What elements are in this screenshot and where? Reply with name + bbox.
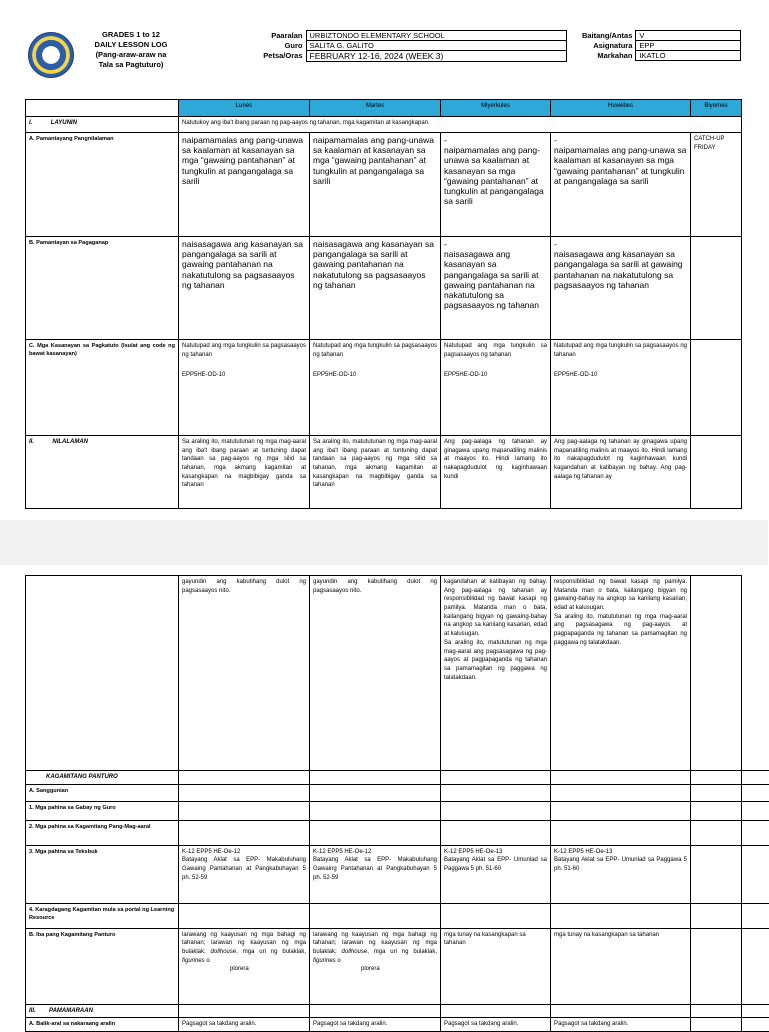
kasanayan-text: Natutupad ang mga tungkulin sa pagsasaayos ng tahanan	[444, 343, 547, 358]
balik-aral-row	[26, 1018, 769, 1032]
cell-nilalaman-biyernes	[691, 436, 742, 509]
gabay-guro-row	[26, 801, 769, 820]
kasanayan-text: Natutupad ang mga tungkulin sa pagsasaayos ng tahanan	[182, 343, 306, 358]
kagamitan-text: larawang ng kaayusan ng mga bahagi ng tahanan; larawan ng kaayusan ng mga bulaklak;	[182, 931, 306, 956]
kagamitan-text: larawang ng kaayusan ng mga bahagi ng tahanan; larawan ng kaayusan ng mga bulaklak;	[313, 931, 437, 956]
cell-c-huwebes	[551, 340, 691, 436]
pamantayang-pangnilalaman-row	[26, 133, 742, 237]
empty-cell	[551, 1004, 691, 1018]
cell-b-biyernes	[691, 237, 742, 340]
cell-a-lunes: naipamamalas ang pang-unawa sa kaalaman at kasanayan sa mga “gawaing pantahanan” at tungkulin at pangangalaga sa sarili	[179, 133, 310, 237]
cell-balik-martes: Pagsagot sa takdang aralin.	[310, 1018, 441, 1032]
cell-nilalaman-miyerkules: Ang pag-aalaga ng tahanan ay ginagawa upang mapanatiling malinis at maayos ito. Hindi lamang ito nakapagdudulot ng kaginhawaan kundi	[441, 436, 551, 509]
cell-nilalaman-martes-cont: gayundin ang kabutihang dulot ng pagsasaayos nito.	[310, 576, 441, 771]
iba-pang-kagamitan-label: B. Iba pang Kagamitang Panturo	[26, 928, 179, 1004]
school-value: URBIZTONDO ELEMENTARY SCHOOL	[306, 31, 566, 41]
empty-cell	[551, 771, 691, 785]
cell-iba-lunes	[179, 928, 310, 1004]
layunin-text: Natutukoy ang iba't ibang paraan ng pag-aayos ng tahanan, mga kagamitan at kasangkapan.	[179, 117, 742, 133]
kagamitan-text: o	[335, 957, 341, 964]
empty-cell	[691, 801, 742, 820]
document-header	[24, 30, 741, 105]
subject-value: EPP	[636, 41, 741, 51]
day-header-lunes: Lunes	[179, 100, 310, 117]
empty-cell	[441, 801, 551, 820]
nilalaman-row	[26, 436, 742, 509]
cell-iba-miyerkules: mga tunay na kasangkapan sa tahanan	[441, 928, 551, 1004]
cell-nilalaman-lunes: Sa araling ito, matututunan ng mga mag-aaral ang iba't ibang paraan at tuntuning dapat tandaan sa pag-aayos ng mga silid sa tahanan, mga akmang kagamitan at kasangkapan na magbibigay ganda sa tahanan	[179, 436, 310, 509]
day-header-biyernes: Biyernes	[691, 100, 742, 117]
kagamitan-text: figurines	[313, 957, 336, 964]
day-header-row	[26, 100, 742, 117]
empty-cell	[310, 820, 441, 845]
day-header-martes: Martes	[310, 100, 441, 117]
gabay-guro-label: 1. Mga pahina sa Gabay ng Guro	[26, 801, 179, 820]
empty-cell	[742, 1004, 769, 1018]
empty-cell	[742, 928, 769, 1004]
empty-cell	[441, 771, 551, 785]
cell-b-martes: naisasagawa ang kasanayan sa pangangalaga sa sarili at gawaing pantahanan na nakatutulong sa pagsasaayos ng tahanan	[310, 237, 441, 340]
date-label: Petsa/Oras	[263, 50, 303, 60]
dll-title-line: (Pang-araw-araw na	[95, 50, 167, 59]
cell-teksbuk-martes: K-12 EPP5 HE-Oe-12 Batayang Aklat sa EPP- Makabuluhang Gawaing Pantahanan at Pangkabuhayan 5 ph. 52-59	[310, 845, 441, 903]
empty-cell	[742, 903, 769, 928]
pamamaraan-row	[26, 1004, 769, 1018]
empty-cell	[441, 1004, 551, 1018]
cell-nilalaman-huwebes-cont	[551, 576, 691, 771]
teksbuk-label: 3. Mga pahina sa Teksbuk	[26, 845, 179, 903]
karagdagang-kagamitan-row	[26, 903, 769, 928]
empty-cell	[441, 903, 551, 928]
kagamitan-text: dollhouse	[210, 949, 237, 956]
kagamitan-label: KAGAMITANG PANTURO	[26, 771, 179, 785]
cell-nilalaman-martes: Sa araling ito, matututunan ng mga mag-aaral ang iba't ibang paraan at tuntuning dapat tandaan sa pag-aayos ng mga silid sa tahanan, mga akmang kagamitan at kasangkapan na magbibigay ganda sa tahanan	[310, 436, 441, 509]
cell-a-miyerkules: - naipamamalas ang pang-unawa sa kaalaman at kasanayan sa mga “gawaing pantahanan” at tungkulin at pangangalaga sa sarili	[441, 133, 551, 237]
kagamitang-mag-aaral-row	[26, 820, 769, 845]
quarter-label: Markahan	[597, 50, 633, 60]
pamamaraan-number: III.	[29, 1007, 36, 1014]
kagamitan-text: figurines	[182, 957, 205, 964]
class-info-table	[564, 30, 741, 61]
empty-cell	[310, 903, 441, 928]
sanggunian-label: A. Sanggunian	[26, 784, 179, 801]
kasanayan-text: Natutupad ang mga tungkulin sa pagsasaayos ng tahanan	[313, 343, 437, 358]
nilalaman-number: II.	[29, 439, 35, 445]
teacher-label: Guro	[284, 40, 303, 50]
balik-aral-label: A. Balik-aral sa nakaraang aralin	[26, 1018, 179, 1032]
subject-label: Asignatura	[593, 40, 633, 50]
nilalaman-paragraph: Sa araling ito, matututunan ng mga mag-aaral ang pagsasagawa ng pag-aayos at pagpapaganda ng tahanan sa pamamagitan ng paggawa ng talatakdaan.	[444, 639, 547, 681]
kagamitan-text: , mga uri ng bulaklak,	[367, 949, 438, 956]
page-two	[0, 565, 768, 1028]
cell-b-huwebes: - naisasagawa ang kasanayan sa pangangalaga sa sarili at gawaing pantahanan na nakatutulong sa pagsasaayos ng tahanan	[551, 237, 691, 340]
empty-label-cell	[26, 576, 179, 771]
empty-cell	[179, 801, 310, 820]
empty-cell	[551, 801, 691, 820]
cell-nilalaman-lunes-cont: gayundin ang kabutihang dulot ng pagsasaayos nito.	[179, 576, 310, 771]
date-value: FEBRUARY 12-16, 2024 (WEEK 3)	[306, 51, 566, 62]
empty-cell	[742, 576, 769, 771]
empty-cell	[742, 1018, 769, 1032]
kagamitan-text: plorera	[230, 966, 249, 973]
lesson-log-table-page-2	[25, 575, 769, 1032]
page-gap	[0, 520, 768, 565]
cell-balik-lunes: Pagsagot sa takdang aralin.	[179, 1018, 310, 1032]
cell-nilalaman-miyerkules-cont	[441, 576, 551, 771]
nilalaman-paragraph: Sa araling ito, matututunan ng mga mag-aaral ang pagsasagawa ng pag-aayos at pagpapaganda ng tahanan sa pamamagitan ng paggawa ng talatakdaan.	[554, 613, 687, 646]
empty-cell	[691, 820, 742, 845]
layunin-label: LAYUNIN	[50, 120, 77, 126]
nilalaman-paragraph: responsibilidad ng bawat kasapi ng pamilya. Matanda man o bata, kailangang bigyan ng gawaing-bahay na angkop sa kanilang kasarian, edad at kalusugan.	[554, 579, 687, 612]
iba-pang-kagamitan-row	[26, 928, 769, 1004]
row-label-pangnilalaman: A. Pamantayang Pangnilalaman	[26, 133, 179, 237]
kasanayan-code: EPP5HE-OD-10	[182, 372, 226, 379]
empty-cell	[742, 784, 769, 801]
empty-cell	[179, 903, 310, 928]
sanggunian-row	[26, 784, 769, 801]
empty-cell	[691, 1018, 742, 1032]
cell-a-martes: naipamamalas ang pang-unawa sa kaalaman at kasanayan sa mga “gawaing pantahanan” at tungkulin at pangangalaga sa sarili	[310, 133, 441, 237]
kasanayan-code: EPP5HE-OD-10	[554, 372, 598, 379]
empty-cell	[310, 771, 441, 785]
grade-label: Baitang/Antas	[581, 30, 633, 40]
kasanayan-code: EPP5HE-OD-10	[444, 372, 488, 379]
empty-cell	[691, 771, 742, 785]
empty-cell	[551, 820, 691, 845]
nilalaman-label: NILALAMAN	[52, 439, 89, 445]
layunin-row	[26, 117, 742, 133]
cell-balik-huwebes: Pagsagot sa takdang aralin.	[551, 1018, 691, 1032]
cell-c-miyerkules	[441, 340, 551, 436]
day-header-miyerkules: Miyerkules	[441, 100, 551, 117]
kagamitan-header-row	[26, 771, 769, 785]
dll-title-line: DAILY LESSON LOG	[94, 40, 168, 49]
empty-cell	[310, 784, 441, 801]
cell-c-lunes	[179, 340, 310, 436]
empty-cell	[742, 820, 769, 845]
nilalaman-paragraph: kagandahan at katibayan ng bahay. Ang pag-aalaga ng tahanan ay responsibilidad ng bawat kasapi ng pamilya. Matanda man o bata, kailangang bigyan ng gawaing-bahay na angkop sa kanilang kasarian, edad at kalusugan.	[444, 579, 547, 638]
teacher-value: SALITA G. GALITO	[306, 41, 566, 51]
quarter-value: IKATLO	[636, 51, 741, 61]
empty-cell	[179, 784, 310, 801]
kasanayan-row	[26, 340, 742, 436]
cell-b-lunes: naisasagawa ang kasanayan sa pangangalaga sa sarili at gawaing pantahanan na nakatutulong sa pagsasaayos ng tahanan	[179, 237, 310, 340]
pamamaraan-label: PAMAMARAAN	[49, 1007, 93, 1014]
kagamitan-text: plorera	[361, 966, 380, 973]
empty-cell	[441, 784, 551, 801]
empty-cell	[691, 845, 742, 903]
layunin-number: I.	[29, 120, 33, 126]
kagamitan-text: , mga uri ng bulaklak,	[236, 949, 307, 956]
school-info-table	[184, 30, 567, 62]
cell-iba-huwebes: mga tunay na kasangkapan sa tahanan	[551, 928, 691, 1004]
empty-cell	[551, 784, 691, 801]
empty-corner-cell	[26, 100, 179, 117]
empty-cell	[691, 1004, 742, 1018]
empty-cell	[310, 1004, 441, 1018]
layunin-label-cell	[26, 117, 179, 133]
kasanayan-text: Natutupad ang mga tungkulin sa pagsasaayos ng tahanan	[554, 343, 687, 358]
empty-cell	[691, 928, 742, 1004]
empty-cell	[441, 820, 551, 845]
empty-cell	[691, 903, 742, 928]
kagamitan-text: o	[204, 957, 210, 964]
cell-c-biyernes	[691, 340, 742, 436]
lesson-log-table-page-1	[25, 99, 742, 509]
empty-cell	[551, 903, 691, 928]
empty-cell	[179, 1004, 310, 1018]
pamantayan-sa-pagaganap-row	[26, 237, 742, 340]
teksbuk-row	[26, 845, 769, 903]
empty-cell	[742, 801, 769, 820]
dll-title	[76, 30, 186, 70]
day-header-huwebes: Huwebes	[551, 100, 691, 117]
kagamitang-mag-aaral-label: 2. Mga pahina sa Kagamitang Pang-Mag-aaral	[26, 820, 179, 845]
empty-cell	[179, 820, 310, 845]
empty-cell	[742, 845, 769, 903]
kasanayan-code: EPP5HE-OD-10	[313, 372, 357, 379]
row-label-kasanayan: C. Mga Kasanayan sa Pagkatuto (Isulat ang code ng bawat kasanayan)	[26, 340, 179, 436]
cell-b-miyerkules: - naisasagawa ang kasanayan sa pangangalaga sa sarili at gawaing pantahanan na nakatutulong sa pagsasaayos ng tahanan	[441, 237, 551, 340]
nilalaman-continued-row	[26, 576, 769, 771]
empty-cell	[691, 576, 742, 771]
cell-iba-martes	[310, 928, 441, 1004]
cell-c-martes	[310, 340, 441, 436]
karagdagang-kagamitan-label: 4. Karagdagang Kagamitan mula sa portal ng Learning Resource	[26, 903, 179, 928]
pamamaraan-label-cell	[26, 1004, 179, 1018]
cell-a-huwebes: - naipamamalas ang pang-unawa sa kaalaman at kasanayan sa mga “gawaing pantahanan” at tungkulin at pangangalaga sa sarili	[551, 133, 691, 237]
empty-cell	[310, 801, 441, 820]
school-label: Paaralan	[271, 30, 303, 40]
nilalaman-label-cell	[26, 436, 179, 509]
cell-teksbuk-miyerkules: K-12 EPP5 HE-Oe-13 Batayang Aklat sa EPP- Umunlad sa Paggawa 5 ph. 51-60	[441, 845, 551, 903]
cell-nilalaman-huwebes: Ang pag-aalaga ng tahanan ay ginagawa upang mapanatiling malinis at maayos ito. Hindi lamang ito nakapagdudulot ng kaginhawaan kundi kagandahan at katibayan ng bahay. Ang pag-aalaga ng tahanan ay	[551, 436, 691, 509]
dll-title-line: GRADES 1 to 12	[102, 30, 160, 39]
cell-a-biyernes: CATCH-UP FRIDAY	[691, 133, 742, 237]
empty-cell	[742, 771, 769, 785]
empty-cell	[691, 784, 742, 801]
dll-title-line: Tala sa Pagtuturo)	[98, 60, 164, 69]
cell-teksbuk-huwebes: K-12 EPP5 HE-Oe-13 Batayang Aklat sa EPP- Umunlad sa Paggawa 5 ph. 51-60	[551, 845, 691, 903]
cell-balik-miyerkules: Pagsagot sa takdang aralin.	[441, 1018, 551, 1032]
grade-value: V	[636, 31, 741, 41]
deped-seal-icon	[28, 32, 74, 78]
row-label-pagaganap: B. Pamantayan sa Pagaganap	[26, 237, 179, 340]
cell-teksbuk-lunes: K-12 EPP5 HE-Oe-12 Batayang Aklat sa EPP- Makabuluhang Gawaing Pantahanan at Pangkabuhayan 5 ph. 52-59	[179, 845, 310, 903]
kagamitan-text: dollhouse	[341, 949, 368, 956]
empty-cell	[179, 771, 310, 785]
